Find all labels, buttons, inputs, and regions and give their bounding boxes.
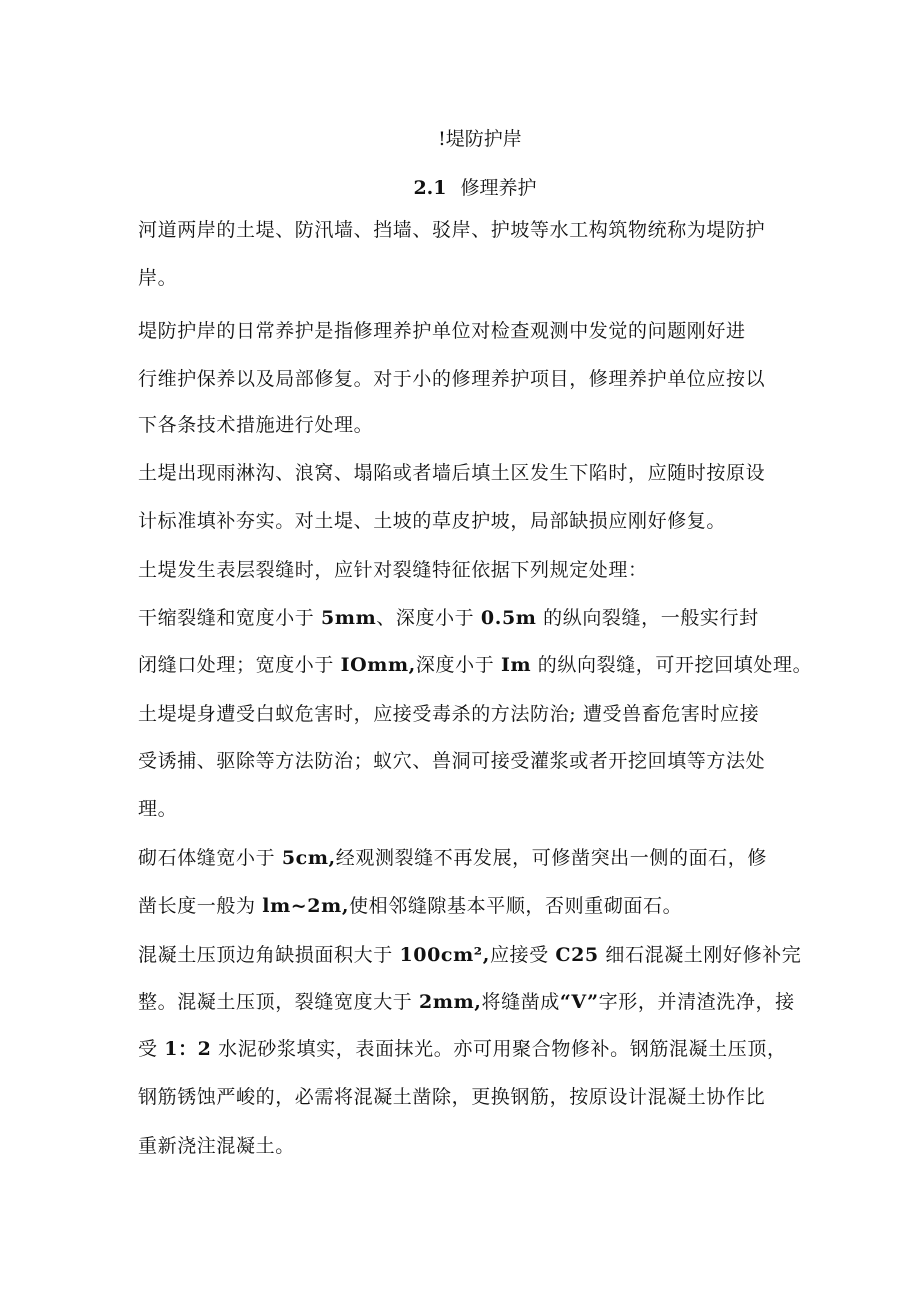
text-line (138, 506, 726, 536)
text-segment: 字形，并清渣洗净，接 (598, 991, 795, 1013)
text-segment: 将缝凿成 (481, 991, 560, 1013)
text-segment: 土堤出现雨淋沟、浪窝、塌陷或者墙后填土区发生下陷时，应随时按原设 (138, 462, 766, 484)
text-segment: 凿长度一般为 (138, 895, 263, 917)
text-line (138, 987, 795, 1017)
emphasized-value: IOmm, (340, 654, 416, 676)
text-segment: 经观测裂缝不再发展，可修凿突出一侧的面石，修 (335, 847, 767, 869)
text-segment: 干缩裂缝和宽度小于 (138, 607, 322, 629)
text-line (138, 316, 746, 346)
emphasized-value: 100cm², (399, 944, 490, 966)
document-title: !堤防护岸 (438, 128, 522, 150)
emphasized-value: C25 (555, 944, 599, 966)
text-segment: 、深度小于 (376, 607, 481, 629)
text-segment: 混凝土压顶边角缺损面积大于 (138, 944, 400, 966)
section-number: 2.1 (413, 177, 447, 199)
text-segment: 水泥砂浆填实，表面抹光。亦可用聚合物修补。钢筋混凝土压顶， (211, 1038, 787, 1060)
text-segment: 闭缝口处理；宽度小于 (138, 654, 341, 676)
text-segment: 受诱捕、驱除等方法防治；蚁穴、兽洞可接受灌浆或者开挖回填等方法处 (138, 750, 766, 772)
text-line (138, 263, 177, 293)
text-line (138, 940, 801, 970)
text-segment: 重新浇注混凝土。 (138, 1135, 295, 1157)
text-segment: 的纵向裂缝，一般实行封 (536, 607, 759, 629)
text-line (138, 794, 177, 824)
text-segment: 土堤堤身遭受白蚁危害时，应接受毒杀的方法防治; 遭受兽畜危害时应接 (138, 703, 760, 725)
text-line (138, 843, 767, 873)
text-line (138, 1034, 787, 1064)
text-segment: 理。 (138, 798, 178, 820)
text-line (138, 1131, 295, 1161)
text-line (138, 458, 765, 488)
section-title: 修理养护 (460, 177, 537, 199)
emphasized-value: lm~2m, (262, 895, 350, 917)
emphasized-value: 1：2 (164, 1038, 212, 1060)
text-segment: 应接受 (489, 944, 556, 966)
emphasized-value: 5mm (321, 607, 377, 629)
text-segment: 堤防护岸的日常养护是指修理养护单位对检查观测中发觉的问题刚好进 (138, 320, 746, 342)
text-line (138, 555, 648, 585)
emphasized-value: Im (500, 654, 532, 676)
text-line (138, 603, 759, 633)
emphasized-value: 2mm, (419, 991, 482, 1013)
text-segment: 深度小于 (415, 654, 501, 676)
text-segment: 河道两岸的土堤、防汛墙、挡墙、驳岸、护坡等水工构筑物统称为堤防护 (138, 219, 766, 241)
emphasized-value: 0.5m (480, 607, 537, 629)
text-segment: 行维护保养以及局部修复。对于小的修理养护项目，修理养护单位应按以 (138, 368, 766, 390)
text-segment: 砌石体缝宽小于 (138, 847, 282, 869)
text-line (138, 650, 812, 680)
emphasized-value: 5cm, (281, 847, 336, 869)
text-segment: 钢筋锈蚀严峻的，必需将混凝土凿除，更换钢筋，按原设计混凝土协作比 (138, 1086, 766, 1108)
text-segment: 的纵向裂缝，可开挖回填处理。 (531, 654, 813, 676)
text-segment: 下各条技术措施进行处理。 (138, 414, 374, 436)
text-segment: 细石混凝土刚好修补完 (598, 944, 802, 966)
text-line (138, 410, 373, 440)
text-line (138, 746, 765, 776)
text-segment: 土堤发生表层裂缝时，应针对裂缝特征依据下列规定处理： (138, 559, 648, 581)
text-line (138, 699, 759, 729)
text-line (138, 891, 682, 921)
text-line (138, 215, 765, 245)
text-line (138, 364, 765, 394)
text-segment: 受 (138, 1038, 165, 1060)
text-line (138, 1082, 765, 1112)
text-segment: 岸。 (138, 267, 178, 289)
text-segment: 使相邻缝隙基本平顺，否则重砌面石。 (349, 895, 683, 917)
emphasized-value: “V” (559, 991, 599, 1013)
text-segment: 整。混凝土压顶，裂缝宽度大于 (138, 991, 420, 1013)
text-segment: 计标准填补夯实。对土堤、土坡的草皮护坡，局部缺损应刚好修复。 (138, 510, 727, 532)
section-heading (0, 173, 920, 203)
